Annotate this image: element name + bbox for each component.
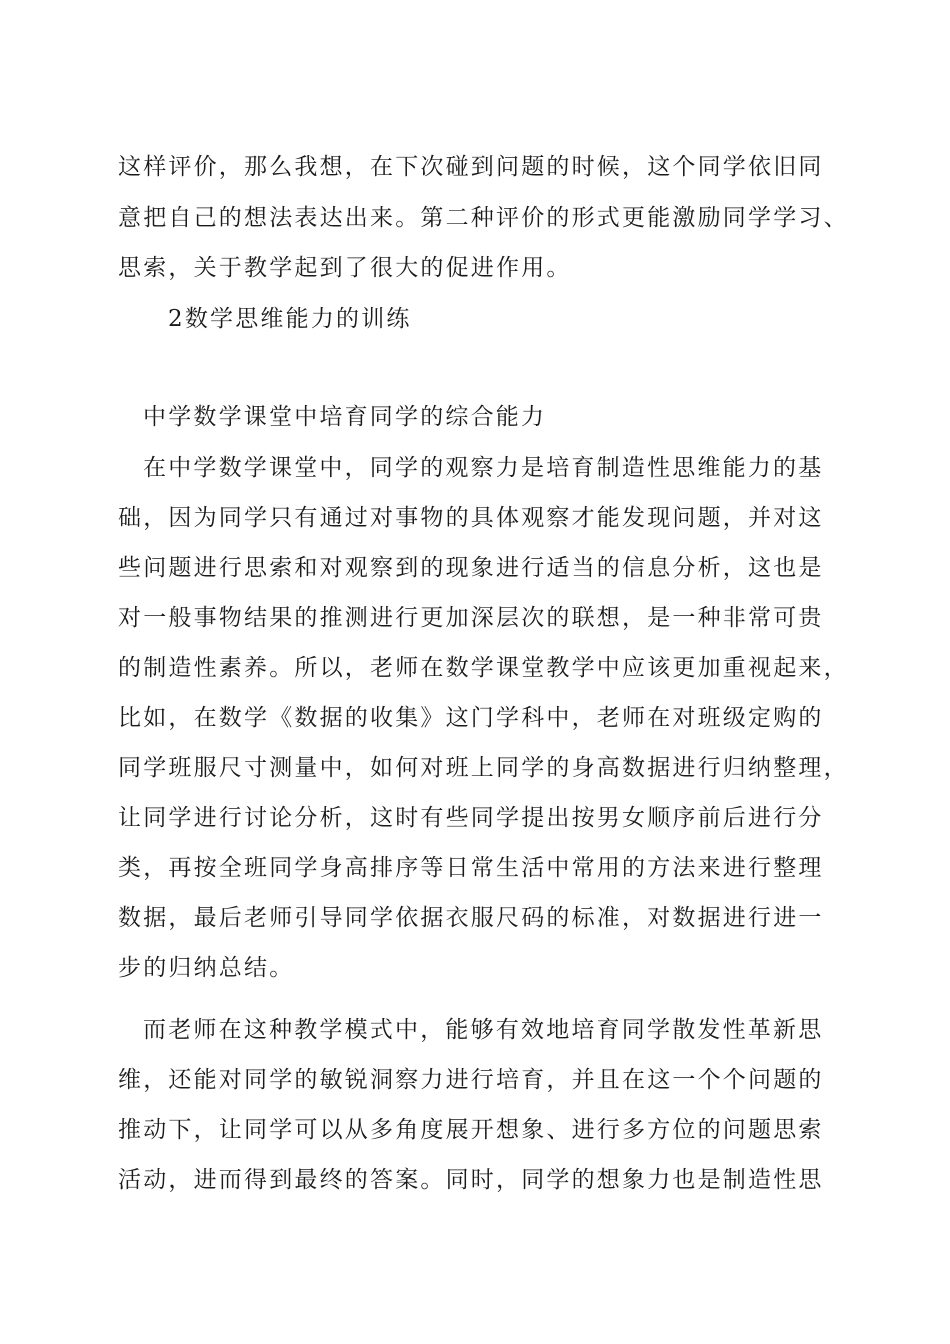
paragraph-line: 思索，关于教学起到了很大的促进作用。 (118, 255, 572, 281)
paragraph-line: 些问题进行思索和对观察到的现象进行适当的信息分析，这也是 (118, 555, 824, 581)
paragraph-line: 础，因为同学只有通过对事物的具体观察才能发现问题，并对这 (118, 505, 824, 531)
paragraph-line: 而老师在这种教学模式中，能够有效地培育同学散发性革新思 (143, 1017, 824, 1043)
paragraph-line: 比如，在数学《数据的收集》这门学科中，老师在对班级定购的 (118, 705, 824, 731)
paragraph-line: 对一般事物结果的推测进行更加深层次的联想，是一种非常可贵 (118, 605, 824, 631)
section-heading: 2数学思维能力的训练 (168, 306, 412, 332)
paragraph-line: 这样评价，那么我想，在下次碰到问题的时候，这个同学依旧同 (118, 154, 824, 180)
paragraph-line: 类，再按全班同学身高排序等日常生活中常用的方法来进行整理 (118, 855, 824, 881)
paragraph-line: 维，还能对同学的敏锐洞察力进行培育，并且在这一个个问题的 (118, 1067, 824, 1093)
paragraph-line: 同学班服尺寸测量中，如何对班上同学的身高数据进行归纳整理， (118, 755, 849, 781)
subsection-heading: 中学数学课堂中培育同学的综合能力 (143, 404, 547, 430)
paragraph-line: 的制造性素养。所以，老师在数学课堂教学中应该更加重视起来， (118, 655, 849, 681)
paragraph-line: 让同学进行讨论分析，这时有些同学提出按男女顺序前后进行分 (118, 805, 824, 831)
paragraph-line: 在中学数学课堂中，同学的观察力是培育制造性思维能力的基 (143, 455, 824, 481)
paragraph-line: 步的归纳总结。 (118, 955, 295, 981)
paragraph-line: 数据，最后老师引导同学依据衣服尺码的标准，对数据进行进一 (118, 905, 824, 931)
paragraph-line: 推动下，让同学可以从多角度展开想象、进行多方位的问题思索 (118, 1117, 824, 1143)
paragraph-line: 意把自己的想法表达出来。第二种评价的形式更能激励同学学习、 (118, 205, 849, 231)
paragraph-line: 活动，进而得到最终的答案。同时，同学的想象力也是制造性思 (118, 1167, 824, 1193)
